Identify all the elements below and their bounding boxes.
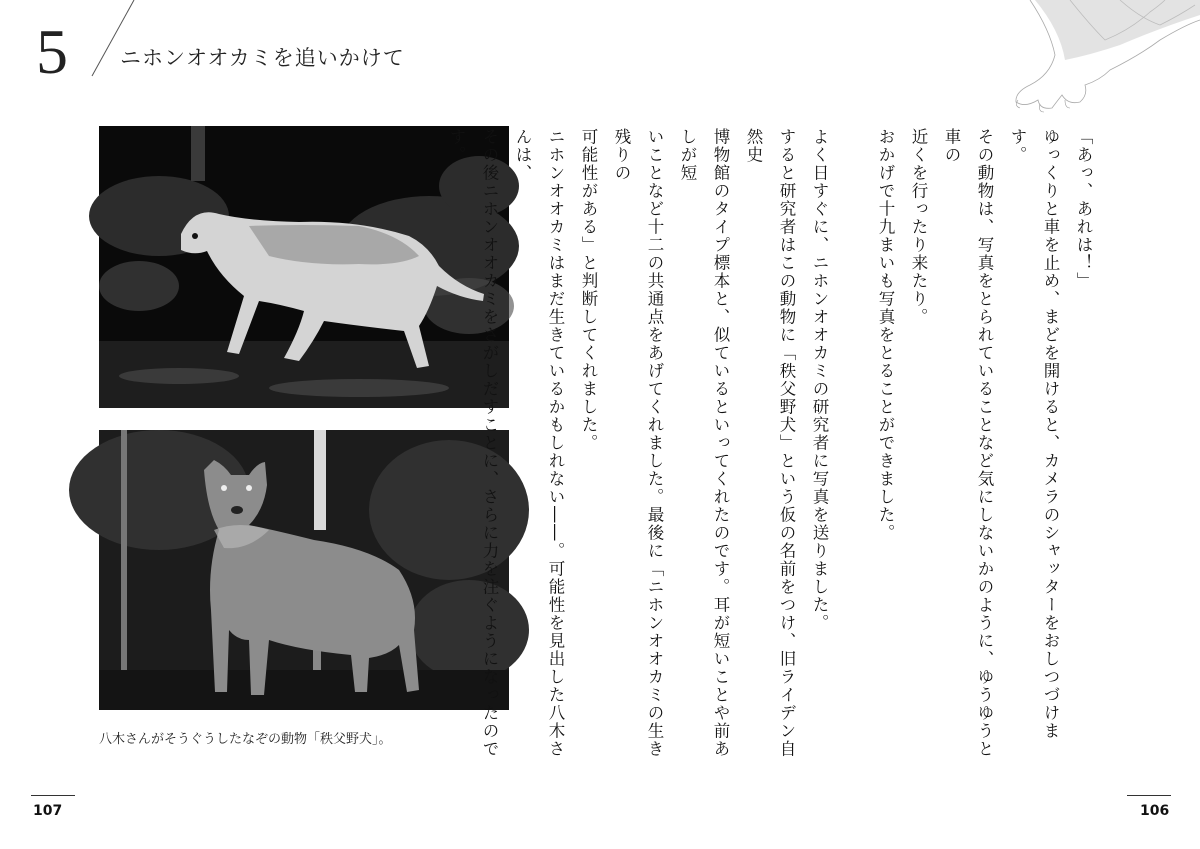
body-line: おかげで十九まいも写真をとることができました。 — [876, 128, 895, 542]
page-number-left: 107 — [33, 803, 63, 819]
wolf-paw-illustration — [1010, 0, 1200, 118]
body-line: ニホンオオカミはまだ生きているかもしれない――。可能性を見出した八木さんは、 — [513, 128, 565, 758]
body-line-spacer — [836, 128, 869, 768]
page-number-rule-left — [31, 795, 75, 796]
body-line: 近くを行ったり来たり。 — [909, 128, 928, 326]
body-line: いことなど十二の共通点をあげてくれました。最後に「ニホンオオカミの生き残りの — [612, 128, 664, 758]
body-line: その後ニホンオオカミをさがしだすことに、さらに力を注ぐようになったのです。 — [447, 128, 499, 758]
chapter-number: 5 — [36, 16, 68, 87]
body-line: よく日すぐに、ニホンオオカミの研究者に写真を送りました。 — [810, 128, 829, 632]
body-line: すると研究者はこの動物に「秩父野犬」という仮の名前をつけ、旧ライデン自然史 — [744, 128, 796, 758]
photo-caption: 八木さんがそうぐうしたなぞの動物「秩父野犬」。 — [99, 732, 392, 747]
page-number-rule-right — [1127, 795, 1171, 796]
body-line: 博物館のタイプ標本と、似ているといってくれたのです。耳が短いことや前あしが短 — [678, 128, 730, 758]
body-line: その動物は、写真をとられていることなど気にしないかのように、ゆうゆうと車の — [942, 128, 994, 758]
chapter-title: ニホンオオカミを追いかけて — [120, 46, 405, 70]
body-line: ゆっくりと車を止め、まどを開けると、カメラのシャッターをおしつづけます。 — [1008, 128, 1060, 740]
body-text — [447, 128, 1100, 768]
body-line: 可能性がある」と判断してくれました。 — [579, 128, 598, 452]
body-line: 「あっ、あれは！」 — [1074, 128, 1093, 290]
page-number-right: 106 — [1140, 803, 1170, 819]
